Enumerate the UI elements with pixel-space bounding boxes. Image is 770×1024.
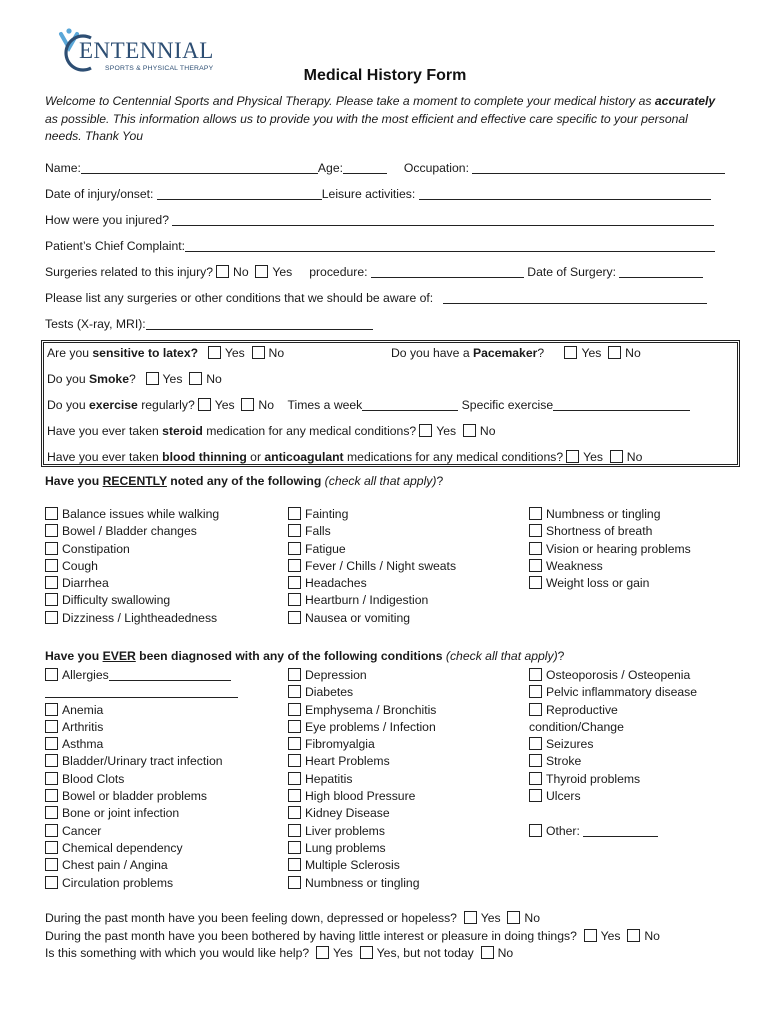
- smoke-no-label: No: [206, 372, 222, 386]
- ever-checkbox[interactable]: [45, 772, 58, 785]
- smoke-bold: Smoke: [89, 372, 129, 386]
- leisure-label: Leisure activities:: [321, 187, 416, 201]
- recent-label: Weakness: [546, 558, 603, 573]
- steroid-yes-label: Yes: [436, 424, 457, 438]
- pacemaker-row: [391, 346, 641, 360]
- ever-label: Chest pain / Angina: [62, 858, 168, 873]
- recent-end: ?: [436, 474, 444, 488]
- leisure-field[interactable]: [419, 187, 711, 200]
- intro-part1: Welcome to Centennial Sports and Physical Therapy. Please take a moment to complete your medical history as: [45, 94, 655, 108]
- ever-checkbox[interactable]: [45, 858, 58, 871]
- row-injury-date: [45, 187, 711, 201]
- ever-label: Anemia: [62, 702, 104, 717]
- recent-label: Fatigue: [305, 541, 346, 556]
- ever-checkbox[interactable]: [288, 737, 301, 750]
- other-conditions-label: Please list any surgeries or other conditions that we should be aware of:: [45, 291, 434, 305]
- ever-checkbox[interactable]: [45, 754, 58, 767]
- ever-item: [288, 736, 436, 753]
- ever-item: [45, 719, 238, 736]
- recent-label: Shortness of breath: [546, 524, 653, 539]
- ever-checkbox[interactable]: [288, 824, 301, 837]
- recent-item: [288, 541, 456, 558]
- recent-checkbox[interactable]: [45, 559, 58, 572]
- ever-item: [529, 667, 697, 684]
- recent-checkbox[interactable]: [45, 576, 58, 589]
- ever-label: Diabetes: [305, 685, 354, 700]
- ever-checkbox[interactable]: [288, 668, 301, 681]
- ever-label: Pelvic inflammatory disease: [546, 685, 698, 700]
- recent-label: Falls: [305, 524, 331, 539]
- procedure-label: procedure:: [309, 265, 368, 279]
- ever-checkbox[interactable]: [45, 841, 58, 854]
- ever-item: [288, 857, 436, 874]
- tests-label: Tests (X-ray, MRI):: [45, 317, 146, 331]
- recent-item: [288, 523, 456, 540]
- allergies-field[interactable]: [109, 668, 231, 681]
- procedure-field[interactable]: [371, 265, 524, 278]
- mood-q3-yes-label: Yes: [332, 946, 353, 960]
- blood-pre: Have you ever taken: [47, 450, 163, 464]
- recent-label: Weight loss or gain: [546, 576, 650, 591]
- recent-checkbox[interactable]: [288, 524, 301, 537]
- row-surgeries: [45, 265, 703, 279]
- exercise-no-label: No: [258, 398, 274, 412]
- surgeries-yes-label: Yes: [272, 265, 293, 279]
- ever-item: [45, 788, 238, 805]
- recent-checkbox[interactable]: [529, 559, 542, 572]
- exercise-no-checkbox[interactable]: [241, 398, 254, 411]
- times-week-field[interactable]: [362, 398, 458, 411]
- ever-item-spacer: [529, 805, 697, 822]
- ever-label: Numbness or tingling: [305, 875, 420, 890]
- occupation-label: Occupation:: [403, 161, 469, 175]
- recent-item: [529, 506, 691, 523]
- ever-checkbox[interactable]: [45, 876, 58, 889]
- surgeries-yes-checkbox[interactable]: [255, 265, 268, 278]
- how-injured-field[interactable]: [172, 213, 714, 226]
- other-label: Other:: [546, 823, 580, 838]
- pacemaker-bold: Pacemaker: [472, 346, 538, 360]
- ever-item: [45, 823, 238, 840]
- recent-checkbox[interactable]: [288, 611, 301, 624]
- steroid-no-label: No: [479, 424, 496, 438]
- exercise-yes-label: Yes: [214, 398, 235, 412]
- ever-item: [45, 753, 238, 770]
- ever-label: Kidney Disease: [305, 806, 390, 821]
- recent-item: [529, 541, 691, 558]
- recent-item: [45, 523, 219, 540]
- ever-checkbox[interactable]: [288, 703, 301, 716]
- recent-item: [288, 558, 456, 575]
- recent-label: Headaches: [305, 576, 367, 591]
- name-field[interactable]: [81, 161, 318, 174]
- recent-label: Constipation: [62, 541, 130, 556]
- recent-label: Numbness or tingling: [546, 507, 661, 521]
- ever-checkbox[interactable]: [45, 720, 58, 733]
- tests-field[interactable]: [146, 317, 373, 330]
- mood-q2-no-checkbox[interactable]: [627, 929, 640, 942]
- date-injury-label: Date of injury/onset:: [45, 187, 154, 201]
- latex-bold: sensitive to latex?: [92, 346, 199, 360]
- ever-col-3: [529, 667, 697, 840]
- health-questions-box: [41, 340, 740, 467]
- recent-item: [45, 575, 219, 592]
- mood-q3-row: [45, 946, 513, 960]
- ever-label: Fibromyalgia: [305, 737, 375, 752]
- recent-item: [288, 610, 456, 627]
- ever-post: been diagnosed with any of the following conditions: [135, 649, 446, 663]
- steroid-bold: steroid: [162, 424, 203, 438]
- other-field[interactable]: [583, 824, 658, 837]
- ever-label: Asthma: [62, 737, 104, 752]
- mood-q1: During the past month have you been feeling down, depressed or hopeless?: [45, 911, 457, 925]
- recent-checkbox[interactable]: [529, 524, 542, 537]
- recent-label: Balance issues while walking: [62, 507, 220, 521]
- ever-label: Ulcers: [546, 789, 581, 804]
- ever-em: EVER: [102, 649, 136, 663]
- name-label: Name:: [45, 161, 81, 175]
- recent-checkbox[interactable]: [45, 542, 58, 555]
- exercise-bold: exercise: [89, 398, 138, 412]
- recent-italic: (check all that apply): [324, 474, 437, 488]
- recent-checkbox[interactable]: [45, 507, 58, 520]
- mood-q3-yes-not-today-checkbox[interactable]: [360, 946, 373, 959]
- ever-item: [529, 684, 697, 701]
- ever-label: Thyroid problems: [546, 771, 641, 786]
- ever-label: Depression: [305, 668, 367, 682]
- intro-text: [45, 93, 725, 146]
- row-other-conditions: [45, 291, 707, 305]
- recent-label: Fainting: [305, 507, 349, 521]
- ever-col-1: [45, 667, 238, 892]
- mood-q3-yes-not-today-label: Yes, but not today: [376, 946, 474, 960]
- ever-label: Emphysema / Bronchitis: [305, 702, 437, 717]
- blood-yes-label: Yes: [583, 450, 604, 464]
- smoke-pre: Do you: [47, 372, 90, 386]
- ever-checkbox[interactable]: [45, 703, 58, 716]
- blood-no-label: No: [626, 450, 643, 464]
- mood-q1-yes-checkbox[interactable]: [464, 911, 477, 924]
- ever-label: High blood Pressure: [305, 789, 416, 804]
- recent-checkbox[interactable]: [529, 576, 542, 589]
- exercise-pre: Do you: [47, 398, 90, 412]
- age-field[interactable]: [343, 161, 387, 174]
- blood-mid: or: [246, 450, 265, 464]
- latex-no-label: No: [268, 346, 285, 360]
- mood-q1-row: [45, 911, 540, 925]
- mood-q1-yes-label: Yes: [480, 911, 501, 925]
- surgeries-no-checkbox[interactable]: [216, 265, 229, 278]
- steroid-post: medication for any medical conditions?: [202, 424, 417, 438]
- other-item: [529, 823, 697, 840]
- blood-thinner-row: [47, 450, 642, 464]
- surgeries-no-label: No: [233, 265, 249, 279]
- ever-item: [288, 702, 436, 719]
- recent-item: [45, 541, 219, 558]
- ever-pre: Have you: [45, 649, 103, 663]
- ever-checkbox[interactable]: [529, 754, 542, 767]
- ever-item: [529, 753, 697, 770]
- specific-exercise-label: Specific exercise: [461, 398, 554, 412]
- ever-heading: [45, 649, 564, 663]
- ever-item-continuation: [529, 719, 697, 736]
- ever-checkbox[interactable]: [288, 720, 301, 733]
- ever-item: [288, 840, 436, 857]
- age-label: Age:: [317, 161, 343, 175]
- date-injury-field[interactable]: [157, 187, 322, 200]
- row-tests: [45, 317, 373, 331]
- ever-checkbox[interactable]: [529, 789, 542, 802]
- mood-q3-yes-checkbox[interactable]: [316, 946, 329, 959]
- other-conditions-field[interactable]: [443, 291, 707, 304]
- form-title: Medical History Form: [303, 67, 467, 84]
- recent-item: [288, 592, 456, 609]
- mood-q2-yes-label: Yes: [600, 929, 621, 943]
- recent-label: Vision or hearing problems: [546, 541, 691, 556]
- surgeries-label: Surgeries related to this injury?: [45, 265, 214, 279]
- blood-bold1: blood thinning: [162, 450, 247, 464]
- ever-label: Blood Clots: [62, 771, 125, 786]
- ever-checkbox[interactable]: [529, 668, 542, 681]
- ever-checkbox[interactable]: [529, 685, 542, 698]
- pacemaker-yes-checkbox[interactable]: [564, 346, 577, 359]
- ever-label: Osteoporosis / Osteopenia: [546, 668, 691, 682]
- blood-bold2: anticoagulant: [264, 450, 344, 464]
- ever-item: [288, 875, 436, 892]
- ever-label: condition/Change: [529, 719, 624, 734]
- ever-item: [45, 840, 238, 857]
- row-chief-complaint: [45, 239, 715, 253]
- ever-item: [45, 875, 238, 892]
- recent-heading: [45, 474, 443, 488]
- ever-item: [288, 684, 436, 701]
- pacemaker-pre: Do you have a: [391, 346, 473, 360]
- ever-label: Circulation problems: [62, 875, 174, 890]
- allergies-field-2[interactable]: [45, 685, 238, 698]
- ever-checkbox[interactable]: [288, 876, 301, 889]
- ever-item: [45, 805, 238, 822]
- ever-item: [288, 753, 436, 770]
- recent-label: Cough: [62, 558, 98, 573]
- recent-checkbox[interactable]: [288, 559, 301, 572]
- recent-label: Diarrhea: [62, 576, 109, 591]
- allergies-item: [45, 667, 238, 684]
- recent-item: [45, 506, 219, 523]
- smoke-post: ?: [128, 372, 136, 386]
- latex-no-checkbox[interactable]: [252, 346, 265, 359]
- intro-bold: accurately: [654, 94, 716, 108]
- logo-wordmark: ENTENNIAL: [79, 38, 214, 63]
- exercise-yes-checkbox[interactable]: [198, 398, 211, 411]
- pacemaker-yes-label: Yes: [581, 346, 602, 360]
- smoke-yes-label: Yes: [162, 372, 183, 386]
- smoke-no-checkbox[interactable]: [189, 372, 202, 385]
- ever-label: Cancer: [62, 823, 102, 838]
- ever-checkbox[interactable]: [529, 772, 542, 785]
- how-injured-label: How were you injured?: [45, 213, 169, 227]
- allergies-extra-line: [45, 684, 238, 701]
- recent-em: RECENTLY: [102, 474, 167, 488]
- recent-item: [45, 610, 219, 627]
- ever-checkbox[interactable]: [45, 789, 58, 802]
- logo-tagline: SPORTS & PHYSICAL THERAPY: [105, 65, 214, 72]
- recent-label: Fever / Chills / Night sweats: [305, 558, 457, 573]
- recent-checkbox[interactable]: [288, 507, 301, 520]
- specific-exercise-field[interactable]: [553, 398, 690, 411]
- allergies-label: Allergies: [62, 668, 109, 682]
- recent-col-1: [45, 506, 219, 627]
- ever-end: ?: [557, 649, 565, 663]
- ever-checkbox[interactable]: [288, 685, 301, 698]
- ever-item: [529, 771, 697, 788]
- latex-row: [47, 346, 284, 360]
- mood-q2-row: [45, 929, 660, 943]
- times-week-label: Times a week: [287, 398, 363, 412]
- ever-item: [45, 736, 238, 753]
- recent-item: [529, 558, 691, 575]
- latex-pre: Are you: [47, 346, 93, 360]
- steroid-yes-checkbox[interactable]: [419, 424, 432, 437]
- recent-label: Nausea or vomiting: [305, 610, 410, 625]
- ever-item: [288, 805, 436, 822]
- mood-q3-no-label: No: [497, 946, 514, 960]
- ever-checkbox[interactable]: [288, 841, 301, 854]
- steroid-no-checkbox[interactable]: [463, 424, 476, 437]
- recent-checkbox[interactable]: [45, 593, 58, 606]
- mood-q2: During the past month have you been bothered by having little interest or pleasure in doing things?: [45, 929, 577, 943]
- recent-label: Bowel / Bladder changes: [62, 524, 197, 539]
- recent-checkbox[interactable]: [288, 593, 301, 606]
- ever-label: Heart Problems: [305, 754, 390, 769]
- allergies-checkbox[interactable]: [45, 668, 58, 681]
- ever-checkbox[interactable]: [45, 737, 58, 750]
- recent-col-2: [288, 506, 456, 627]
- mood-q2-yes-checkbox[interactable]: [584, 929, 597, 942]
- ever-label: Multiple Sclerosis: [305, 858, 400, 873]
- ever-item: [45, 857, 238, 874]
- mood-q3-no-checkbox[interactable]: [481, 946, 494, 959]
- latex-yes-checkbox[interactable]: [208, 346, 221, 359]
- recent-label: Difficulty swallowing: [62, 593, 171, 608]
- ever-label: Bone or joint infection: [62, 806, 180, 821]
- recent-checkbox[interactable]: [529, 507, 542, 520]
- ever-checkbox[interactable]: [288, 806, 301, 819]
- ever-col-2: [288, 667, 436, 892]
- date-surgery-label: Date of Surgery:: [527, 265, 617, 279]
- ever-checkbox[interactable]: [288, 772, 301, 785]
- recent-checkbox[interactable]: [529, 542, 542, 555]
- pacemaker-post: ?: [537, 346, 545, 360]
- ever-label: Bladder/Urinary tract infection: [62, 754, 223, 769]
- recent-post: noted any of the following: [166, 474, 325, 488]
- ever-item: [529, 702, 697, 719]
- exercise-post: regularly?: [137, 398, 195, 412]
- chief-complaint-label: Patient’s Chief Complaint:: [45, 239, 186, 253]
- chief-complaint-field[interactable]: [185, 239, 715, 252]
- ever-checkbox[interactable]: [529, 703, 542, 716]
- ever-checkbox[interactable]: [288, 789, 301, 802]
- ever-label: Liver problems: [305, 823, 385, 838]
- recent-checkbox[interactable]: [45, 524, 58, 537]
- ever-label: Hepatitis: [305, 771, 353, 786]
- ever-label: Reproductive: [546, 702, 618, 717]
- recent-checkbox[interactable]: [288, 576, 301, 589]
- ever-item: [288, 667, 436, 684]
- ever-item: [45, 702, 238, 719]
- ever-item: [288, 823, 436, 840]
- mood-q3: Is this something with which you would like help?: [45, 946, 310, 960]
- blood-no-checkbox[interactable]: [610, 450, 623, 463]
- ever-label: Stroke: [546, 754, 582, 769]
- ever-item: [45, 771, 238, 788]
- recent-item: [288, 575, 456, 592]
- ever-checkbox[interactable]: [288, 858, 301, 871]
- date-surgery-field[interactable]: [619, 265, 703, 278]
- mood-q1-no-checkbox[interactable]: [507, 911, 520, 924]
- blood-yes-checkbox[interactable]: [566, 450, 579, 463]
- row-how-injured: [45, 213, 714, 227]
- recent-item: [288, 506, 456, 523]
- recent-item: [45, 592, 219, 609]
- ever-italic: (check all that apply): [445, 649, 558, 663]
- ever-checkbox[interactable]: [288, 754, 301, 767]
- recent-checkbox[interactable]: [288, 542, 301, 555]
- ever-label: Chemical dependency: [62, 840, 183, 855]
- ever-item: [529, 788, 697, 805]
- ever-item: [288, 771, 436, 788]
- exercise-row: [47, 398, 690, 412]
- ever-checkbox[interactable]: [529, 737, 542, 750]
- ever-checkbox[interactable]: [45, 824, 58, 837]
- ever-item: [288, 719, 436, 736]
- recent-label: Dizziness / Lightheadedness: [62, 610, 218, 625]
- other-checkbox[interactable]: [529, 824, 542, 837]
- recent-item: [45, 558, 219, 575]
- steroid-pre: Have you ever taken: [47, 424, 163, 438]
- recent-pre: Have you: [45, 474, 103, 488]
- ever-label: Seizures: [546, 737, 594, 752]
- occupation-field[interactable]: [472, 161, 725, 174]
- ever-label: Arthritis: [62, 719, 104, 734]
- smoke-yes-checkbox[interactable]: [146, 372, 159, 385]
- blood-post: medications for any medical conditions?: [343, 450, 564, 464]
- row-name: [45, 161, 725, 175]
- smoke-row: [47, 372, 222, 386]
- recent-col-3: [529, 506, 691, 592]
- ever-label: Eye problems / Infection: [305, 719, 436, 734]
- recent-label: Heartburn / Indigestion: [305, 593, 429, 608]
- intro-part2: as possible. This information allows us to provide you with the most efficient and effective care specific to your personal needs. Thank You: [45, 111, 688, 143]
- mood-q2-no-label: No: [644, 929, 660, 943]
- recent-item: [529, 575, 691, 592]
- recent-item: [529, 523, 691, 540]
- mood-q1-no-label: No: [524, 911, 540, 925]
- pacemaker-no-label: No: [625, 346, 641, 360]
- steroid-row: [47, 424, 495, 438]
- latex-yes-label: Yes: [224, 346, 245, 360]
- ever-checkbox[interactable]: [45, 806, 58, 819]
- recent-checkbox[interactable]: [45, 611, 58, 624]
- ever-item: [288, 788, 436, 805]
- ever-label: Lung problems: [305, 840, 386, 855]
- ever-label: Bowel or bladder problems: [62, 789, 207, 804]
- pacemaker-no-checkbox[interactable]: [608, 346, 621, 359]
- ever-item: [529, 736, 697, 753]
